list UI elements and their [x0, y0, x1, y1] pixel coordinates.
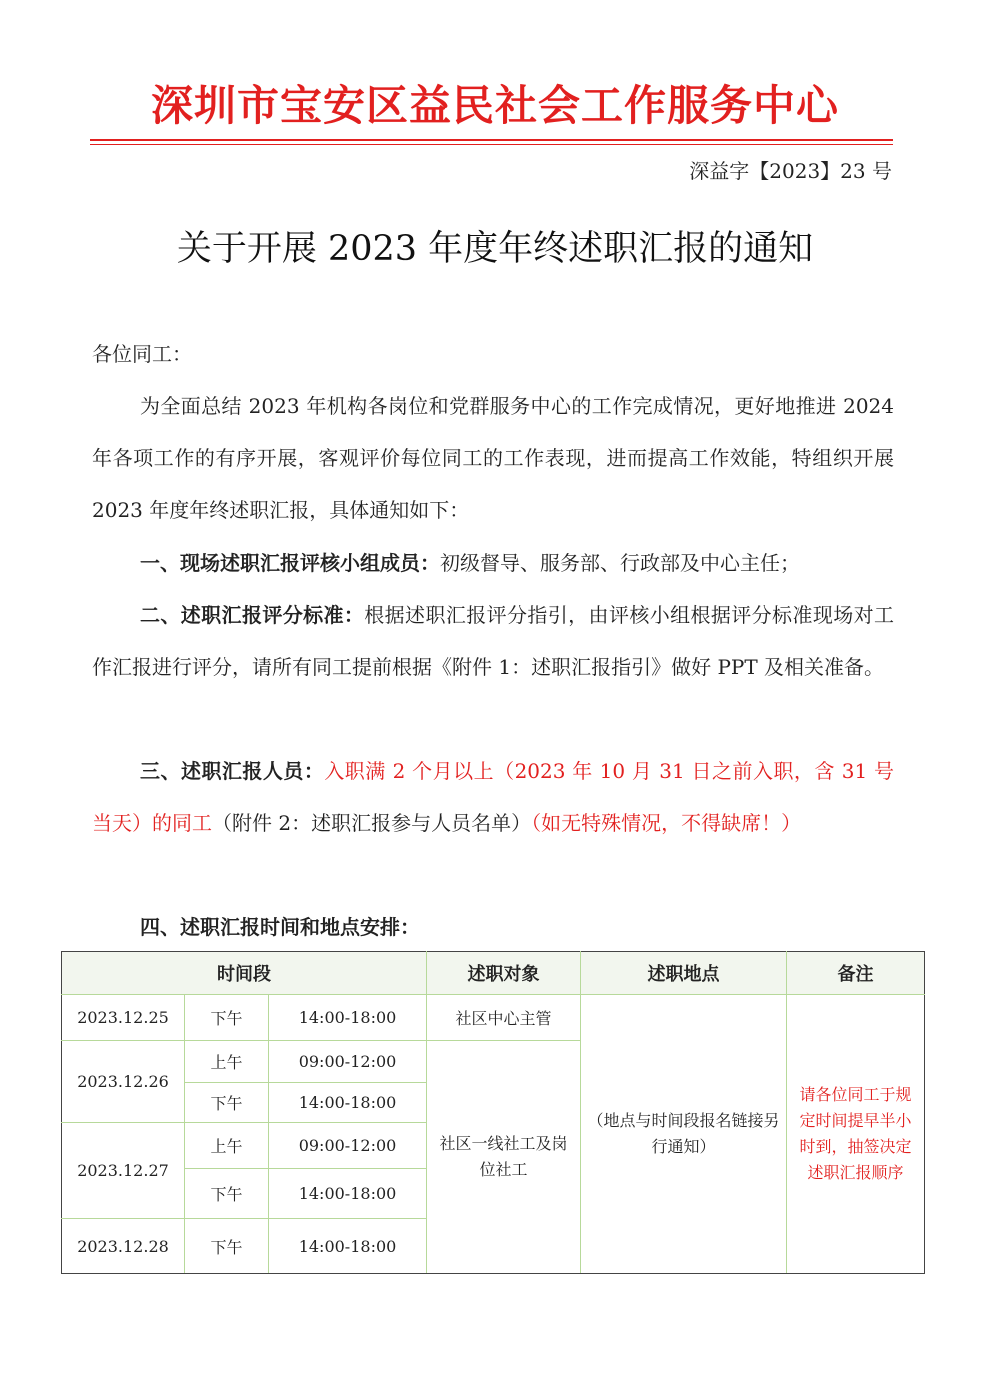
header-target: 述职对象: [427, 952, 581, 995]
section-2-heading: 二、述职汇报评分标准：: [140, 603, 365, 627]
period-cell: 下午: [185, 1083, 269, 1123]
section-2-text: 根据述职汇报评分指引，由评核小组根据评分标准现场对工作汇报进行评分，请所有同工提前根据《附件 1：述职汇报指引》做好 PPT 及相关准备。: [92, 603, 895, 679]
salutation: 各位同工：: [92, 342, 192, 366]
letterhead-rule-thin: [90, 144, 893, 145]
time-cell: 09:00-12:00: [269, 1123, 427, 1169]
date-cell: 2023.12.26: [62, 1041, 185, 1123]
intro-paragraph: 为全面总结 2023 年机构各岗位和党群服务中心的工作完成情况，更好地推进 2024 年各项工作的有序开展，客观评价每位同工的工作表现，进而提高工作效能，特组织开展 2023 年度年终述职汇报，具体通知如下：: [92, 394, 894, 522]
document-number: 深益字【2023】23 号: [689, 159, 892, 183]
section-3-attachment: （附件 2：述职汇报参与人员名单）: [212, 811, 532, 835]
date-cell: 2023.12.27: [62, 1123, 185, 1219]
time-cell: 09:00-12:00: [269, 1041, 427, 1083]
org-letterhead-title: 深圳市宝安区益民社会工作服务中心: [150, 81, 839, 130]
target-cell: 社区一线社工及岗位社工: [427, 1041, 581, 1274]
header-location: 述职地点: [581, 952, 787, 995]
section-3: [92, 745, 894, 849]
date-cell: 2023.12.25: [62, 995, 185, 1041]
time-cell: 14:00-18:00: [269, 1169, 427, 1219]
table-row: [62, 995, 925, 1041]
header-time: 时间段: [62, 952, 427, 995]
location-cell: （地点与时间段报名链接另行通知）: [581, 995, 787, 1274]
period-cell: 上午: [185, 1123, 269, 1169]
letterhead-rule-thick: [90, 139, 893, 141]
table-header-row: [62, 952, 925, 995]
period-cell: 下午: [185, 1219, 269, 1274]
header-remark: 备注: [787, 952, 925, 995]
time-cell: 14:00-18:00: [269, 1219, 427, 1274]
remark-cell: 请各位同工于规定时间提早半小时到，抽签决定述职汇报顺序: [787, 995, 925, 1274]
section-1-text: 初级督导、服务部、行政部及中心主任；: [440, 551, 800, 575]
section-2: [92, 589, 894, 693]
section-3-eligibility: 入职满 2 个月以上（2023 年 10 月 31 日之前入职，含 31 号当天）的同工: [92, 759, 895, 835]
date-cell: 2023.12.28: [62, 1219, 185, 1274]
time-cell: 14:00-18:00: [269, 1083, 427, 1123]
section-1: [92, 537, 894, 589]
time-cell: 14:00-18:00: [269, 995, 427, 1041]
document-title: 关于开展 2023 年度年终述职汇报的通知: [176, 229, 814, 269]
schedule-table: [61, 951, 925, 1274]
section-3-heading: 三、述职汇报人员：: [140, 759, 325, 783]
section-4-heading: 四、述职汇报时间和地点安排：: [140, 915, 420, 939]
section-4: [92, 901, 894, 953]
section-3-warning: （如无特殊情况，不得缺席！）: [531, 811, 802, 835]
section-1-heading: 一、现场述职汇报评核小组成员：: [140, 551, 440, 575]
period-cell: 下午: [185, 995, 269, 1041]
period-cell: 下午: [185, 1169, 269, 1219]
period-cell: 上午: [185, 1041, 269, 1083]
target-cell: 社区中心主管: [427, 995, 581, 1041]
